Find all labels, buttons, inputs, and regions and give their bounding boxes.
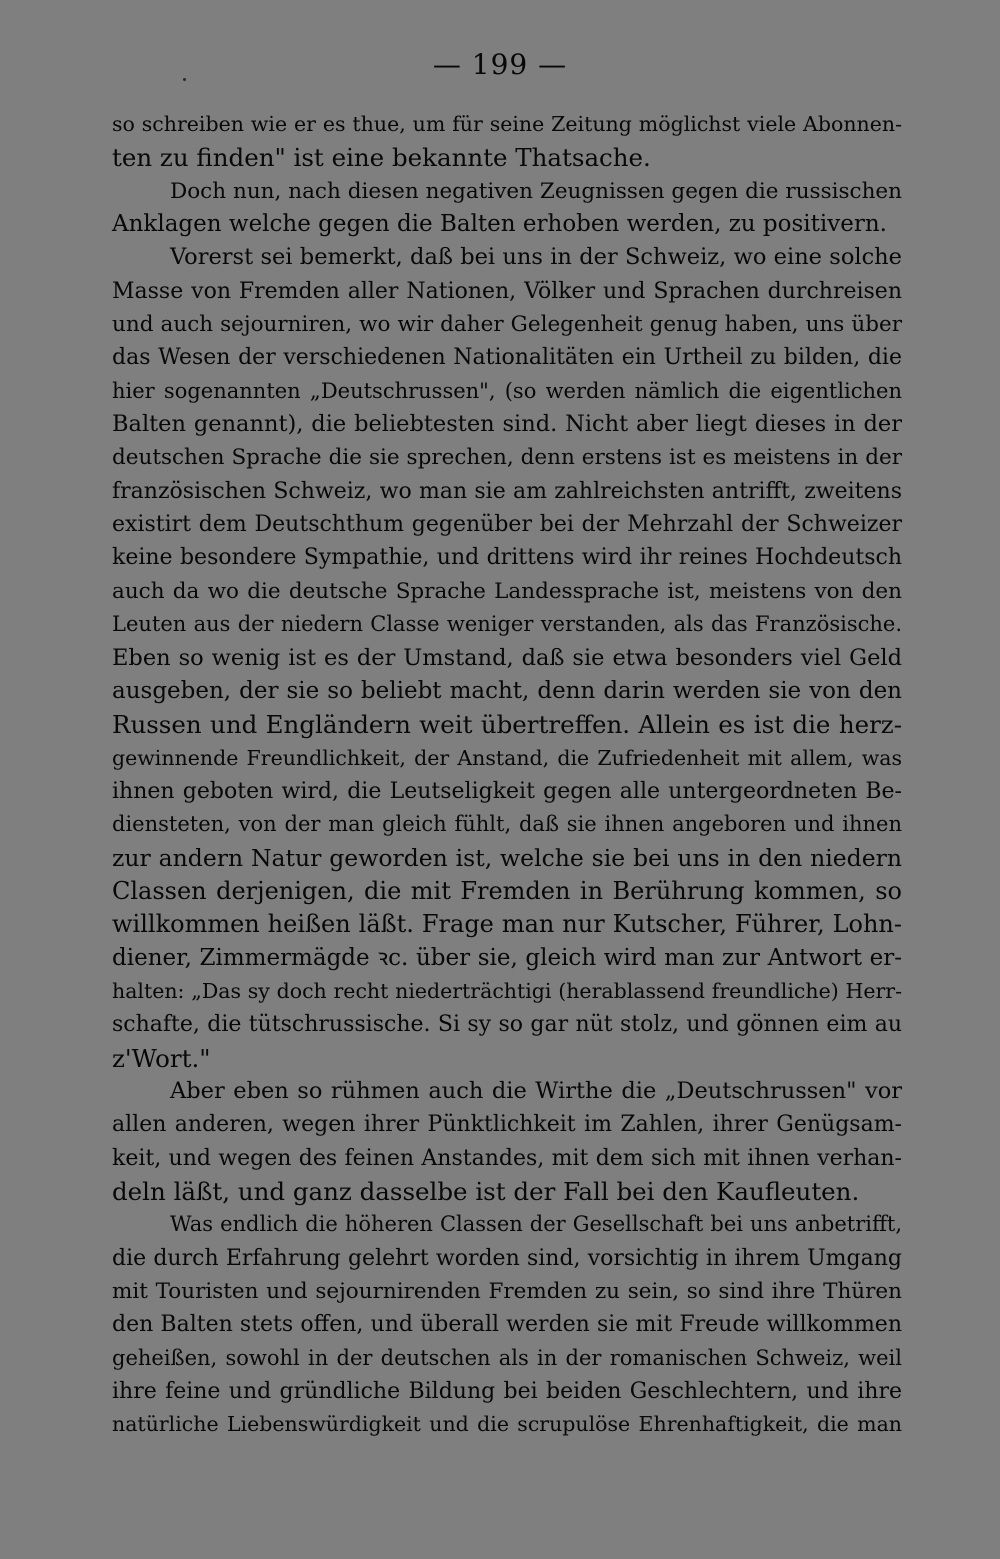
text-line: gewinnende Freundlichkeit, der Anstand, die Zufriedenheit mit allem, was bbox=[112, 745, 902, 770]
text-line: willkommen heißen läßt. Frage man nur Kutscher, Führer, Lohn- bbox=[112, 910, 902, 939]
text-line: existirt dem Deutschthum gegenüber bei der Mehrzahl der Schweizer bbox=[112, 512, 902, 538]
text-line: so schreiben wie er es thue, um für seine Zeitung möglichst viele Abonnen- bbox=[112, 112, 902, 136]
text-line: keit, und wegen des feinen Anstandes, mit dem sich mit ihnen verhan- bbox=[112, 1145, 902, 1171]
text-line: Doch nun, nach diesen negativen Zeugnissen gegen die russischen bbox=[170, 178, 902, 204]
text-line: Aber eben so rühmen auch die Wirthe die „Deutschrussen" vor bbox=[170, 1077, 902, 1104]
text-line: Eben so wenig ist es der Umstand, daß sie etwa besonders viel Geld bbox=[112, 644, 902, 671]
text-line: den Balten stets offen, und überall werden sie mit Freude willkommen bbox=[112, 1312, 902, 1338]
text-line: mit Touristen und sejournirenden Fremden zu sein, so sind ihre Thüren bbox=[112, 1279, 902, 1305]
text-line: hier sogenannten „Deutschrussen", (so werden nämlich die eigentlichen bbox=[112, 378, 902, 403]
text-line: ausgeben, der sie so beliebt macht, denn darin werden sie von den bbox=[112, 677, 902, 704]
text-line: Masse von Fremden aller Nationen, Völker und Sprachen durchreisen bbox=[112, 278, 902, 304]
text-line: diensteten, von der man gleich fühlt, daß sie ihnen angeboren und ihnen bbox=[112, 812, 902, 837]
text-line: ten zu finden" ist eine bekannte Thatsache. bbox=[112, 143, 651, 173]
text-line: deutschen Sprache die sie sprechen, denn erstens ist es meistens in der bbox=[112, 445, 902, 471]
text-line: französischen Schweiz, wo man sie am zahlreichsten antrifft, zweitens bbox=[112, 478, 902, 504]
text-line: Anklagen welche gegen die Balten erhoben werden, zu positivern. bbox=[112, 211, 887, 238]
text-line: allen anderen, wegen ihrer Pünktlichkeit im Zahlen, ihrer Genügsam- bbox=[112, 1112, 902, 1138]
text-line: zur andern Natur geworden ist, welche sie bei uns in den niedern bbox=[112, 843, 902, 872]
text-line: halten: „Das sy doch recht niederträchtigi (herablassend freundliche) Herr- bbox=[112, 978, 902, 1003]
text-line: und auch sejourniren, wo wir daher Gelegenheit genug haben, uns über bbox=[112, 312, 902, 338]
text-line: Was endlich die höheren Classen der Gesellschaft bei uns anbetrifft, bbox=[170, 1212, 902, 1237]
text-line: Leuten aus der niedern Classe weniger verstanden, als das Französische. bbox=[112, 612, 902, 637]
body-text bbox=[112, 108, 902, 1442]
text-line: Russen und Engländern weit übertreffen. Allein es ist die herz- bbox=[112, 710, 902, 740]
text-line: das Wesen der verschiedenen Nationalitäten ein Urtheil zu bilden, die bbox=[112, 345, 902, 371]
text-line: Classen derjenigen, die mit Fremden in Berührung kommen, so bbox=[112, 876, 902, 905]
page-number: — 199 — bbox=[432, 48, 568, 81]
text-line: ihre feine und gründliche Bildung bei beiden Geschlechtern, und ihre bbox=[112, 1379, 902, 1405]
text-line: natürliche Liebenswürdigkeit und die scrupulöse Ehrenhaftigkeit, die man bbox=[112, 1412, 902, 1437]
text-line: diener, Zimmermägde ꝛc. über sie, gleich wird man zur Antwort er- bbox=[112, 944, 902, 971]
text-line: die durch Erfahrung gelehrt worden sind, vorsichtig in ihrem Umgang bbox=[112, 1245, 902, 1271]
text-line: deln läßt, und ganz dasselbe ist der Fall bei den Kaufleuten. bbox=[112, 1177, 860, 1206]
text-line: schafte, die tütschrussische. Si sy so gar nüt stolz, und gönnen eim au bbox=[112, 1012, 902, 1038]
text-line: keine besondere Sympathie, und drittens wird ihr reines Hochdeutsch bbox=[112, 545, 902, 571]
text-line: Balten genannt), die beliebtesten sind. Nicht aber liegt dieses in der bbox=[112, 411, 902, 438]
text-line: geheißen, sowohl in der deutschen als in der romanischen Schweiz, weil bbox=[112, 1345, 902, 1370]
text-line: Vorerst sei bemerkt, daß bei uns in der Schweiz, wo eine solche bbox=[170, 244, 902, 271]
text-line: z'Wort." bbox=[112, 1043, 211, 1073]
text-line: ihnen geboten wird, die Leutseligkeit gegen alle untergeordneten Be- bbox=[112, 778, 902, 804]
text-line: auch da wo die deutsche Sprache Landessprache ist, meistens von den bbox=[112, 578, 902, 604]
